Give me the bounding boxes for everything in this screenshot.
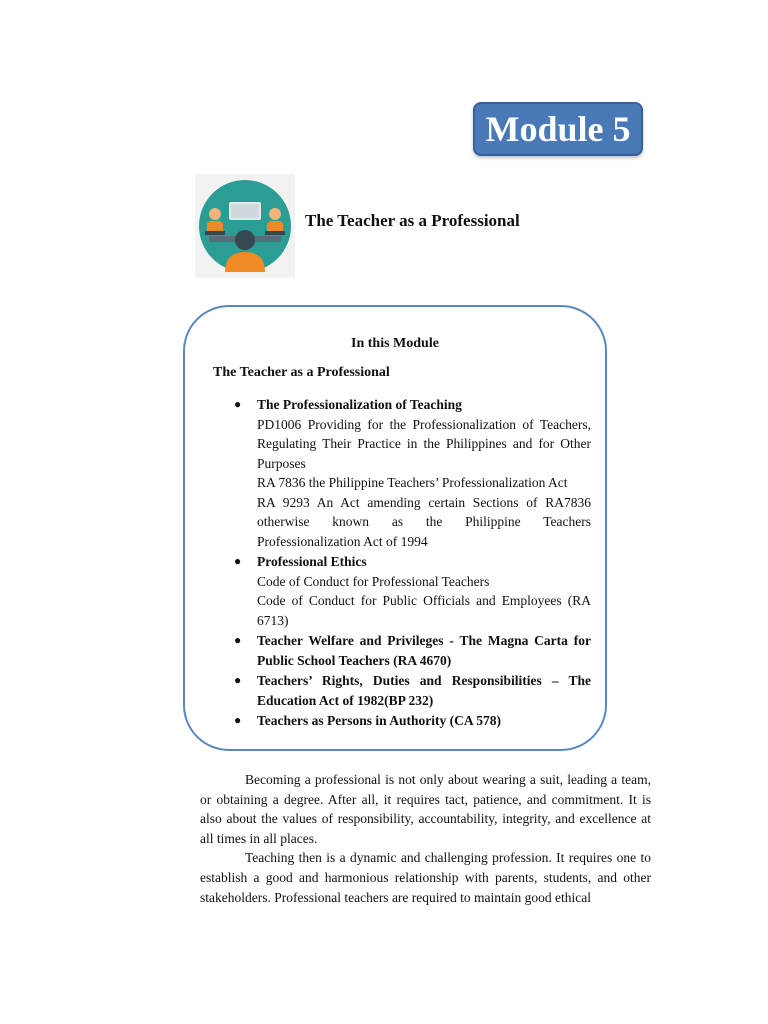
item-title: The Professionalization of Teaching (257, 397, 462, 412)
page-title: The Teacher as a Professional (305, 211, 520, 230)
item-line: RA 7836 the Philippine Teachers’ Professionalization Act (257, 475, 568, 490)
item-line: PD1006 Providing for the Professionalization of Teachers, Regulating Their Practice in the Philippines and for Other Purposes (257, 416, 591, 471)
bullet-icon: ● (234, 713, 242, 727)
paragraph: Becoming a professional is not only about wearing a suit, leading a team, or obtaining a degree. After all, it requires tact, patience, and commitment. It is also about the values of responsibility, accountability, integrity, and excellence at all times in all places. (200, 772, 651, 846)
contents-heading: In this Module (351, 336, 439, 351)
bullet-icon: ● (234, 554, 242, 568)
contents-subheading: The Teacher as a Professional (213, 365, 390, 380)
list-item (215, 671, 591, 710)
bullet-icon: ● (234, 673, 242, 687)
item-title: Teacher Welfare and Privileges - The Magna Carta for Public School Teachers (RA 4670) (257, 633, 591, 668)
paragraph: Teaching then is a dynamic and challenging profession. It requires one to establish a good and harmonious relationship with parents, students, and other stakeholders. Professional teachers are required to maintain good ethical (200, 850, 651, 905)
contents-list (215, 395, 591, 731)
list-item (215, 631, 591, 670)
bullet-icon: ● (234, 633, 242, 647)
body-text (200, 770, 651, 907)
classroom-teacher-icon (195, 174, 295, 278)
list-item (215, 552, 591, 630)
item-line: Code of Conduct for Professional Teachers (257, 573, 490, 589)
item-title: Teachers as Persons in Authority (CA 578) (257, 713, 502, 728)
list-item (215, 711, 591, 731)
bullet-icon: ● (234, 397, 242, 411)
list-item (215, 395, 591, 551)
item-line: RA 9293 An Act amending certain Sections of RA7836 otherwise known as the Philippine Teachers Professionalization Act of 1994 (257, 494, 591, 549)
item-title: Teachers’ Rights, Duties and Responsibilities – The Education Act of 1982(BP 232) (257, 673, 591, 708)
module-badge: Module 5 (473, 102, 643, 156)
item-title: Professional Ethics (257, 554, 367, 569)
item-line: Code of Conduct for Public Officials and Employees (RA 6713) (257, 593, 591, 628)
module-contents-box (183, 305, 607, 751)
